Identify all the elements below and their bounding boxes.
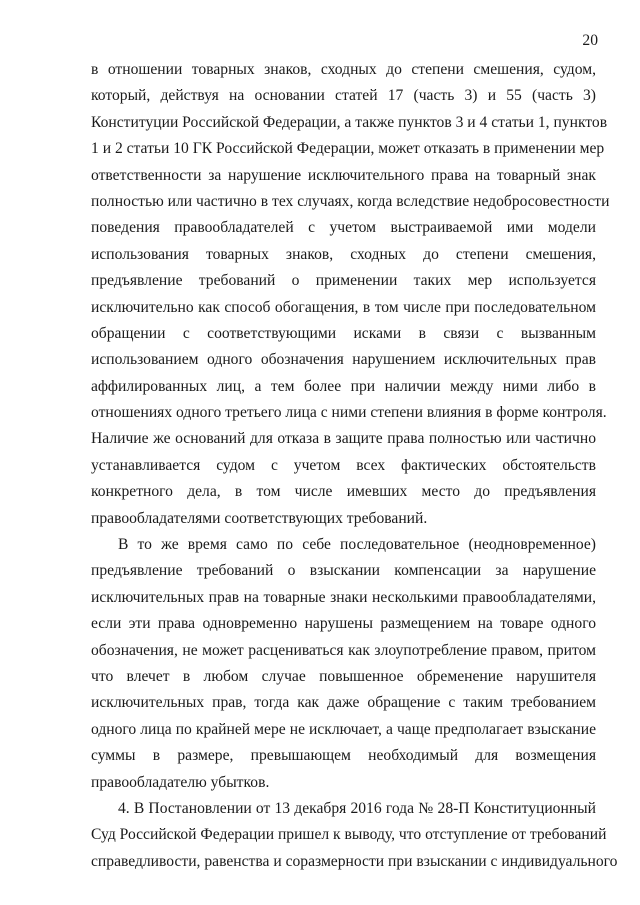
text-line: Суд Российской Федерации пришел к выводу, что отступление от требований [91, 826, 607, 844]
text-line: предъявление требований о взыскании компенсации за нарушение [91, 562, 596, 580]
text-line: если эти права одновременно нарушены размещением на товаре одного [91, 615, 596, 633]
body-text [91, 57, 618, 875]
text-line: аффилированных лиц, а тем более при наличии между ними либо в [91, 377, 596, 395]
text-line: Конституции Российской Федерации, а также пунктов 3 и 4 статьи 1, пунктов [91, 113, 608, 131]
page-number: 20 [582, 32, 598, 49]
text-line: суммы в размере, превышающем необходимый для возмещения [91, 747, 596, 765]
text-line: что влечет в любом случае повышенное обременение нарушителя [91, 667, 596, 685]
text-line: правообладателю убытков. [91, 773, 270, 791]
text-line: 4. В Постановлении от 13 декабря 2016 года № 28-П Конституционный [118, 799, 596, 817]
text-line: обращении с соответствующими исками в связи с вызванным [91, 324, 596, 342]
text-line: Наличие же оснований для отказа в защите права полностью или частично [91, 430, 596, 448]
text-line: поведения правообладателей с учетом выстраиваемой ими модели [91, 219, 596, 237]
text-line: отношениях одного третьего лица с ними степени влияния в форме контроля. [91, 404, 607, 422]
text-line: исключительных прав, тогда как даже обращение с таким требованием [91, 694, 596, 712]
text-line: ответственности за нарушение исключительного права на товарный знак [91, 166, 596, 184]
text-line: В то же время само по себе последовательное (неодновременное) [118, 536, 596, 554]
text-line: обозначения, не может расцениваться как злоупотребление правом, притом [91, 641, 596, 659]
text-line: использования товарных знаков, сходных до степени смешения, [91, 245, 596, 263]
text-line: конкретного дела, в том числе имевших место до предъявления [91, 483, 596, 501]
text-line: справедливости, равенства и соразмерности при взыскании с индивидуального [91, 852, 618, 870]
text-line: полностью или частично в тех случаях, когда вследствие недобросовестности [91, 192, 610, 210]
text-line: который, действуя на основании статей 17 (часть 3) и 55 (часть 3) [91, 87, 596, 105]
text-line: исключительно как способ обогащения, в том числе при последовательном [91, 298, 596, 316]
text-line: правообладателями соответствующих требований. [91, 509, 428, 527]
text-line: устанавливается судом с учетом всех фактических обстоятельств [91, 456, 596, 474]
text-line: предъявление требований о применении таких мер используется [91, 272, 596, 290]
text-line: 1 и 2 статьи 10 ГК Российской Федерации, может отказать в применении мер [91, 140, 605, 158]
text-line: в отношении товарных знаков, сходных до степени смешения, судом, [91, 61, 596, 78]
text-line: одного лица по крайней мере не исключает, а чаще предполагает взыскание [91, 720, 596, 738]
text-line: исключительных прав на товарные знаки несколькими правообладателями, [91, 588, 596, 606]
text-line: использованием одного обозначения нарушением исключительных прав [91, 351, 596, 369]
